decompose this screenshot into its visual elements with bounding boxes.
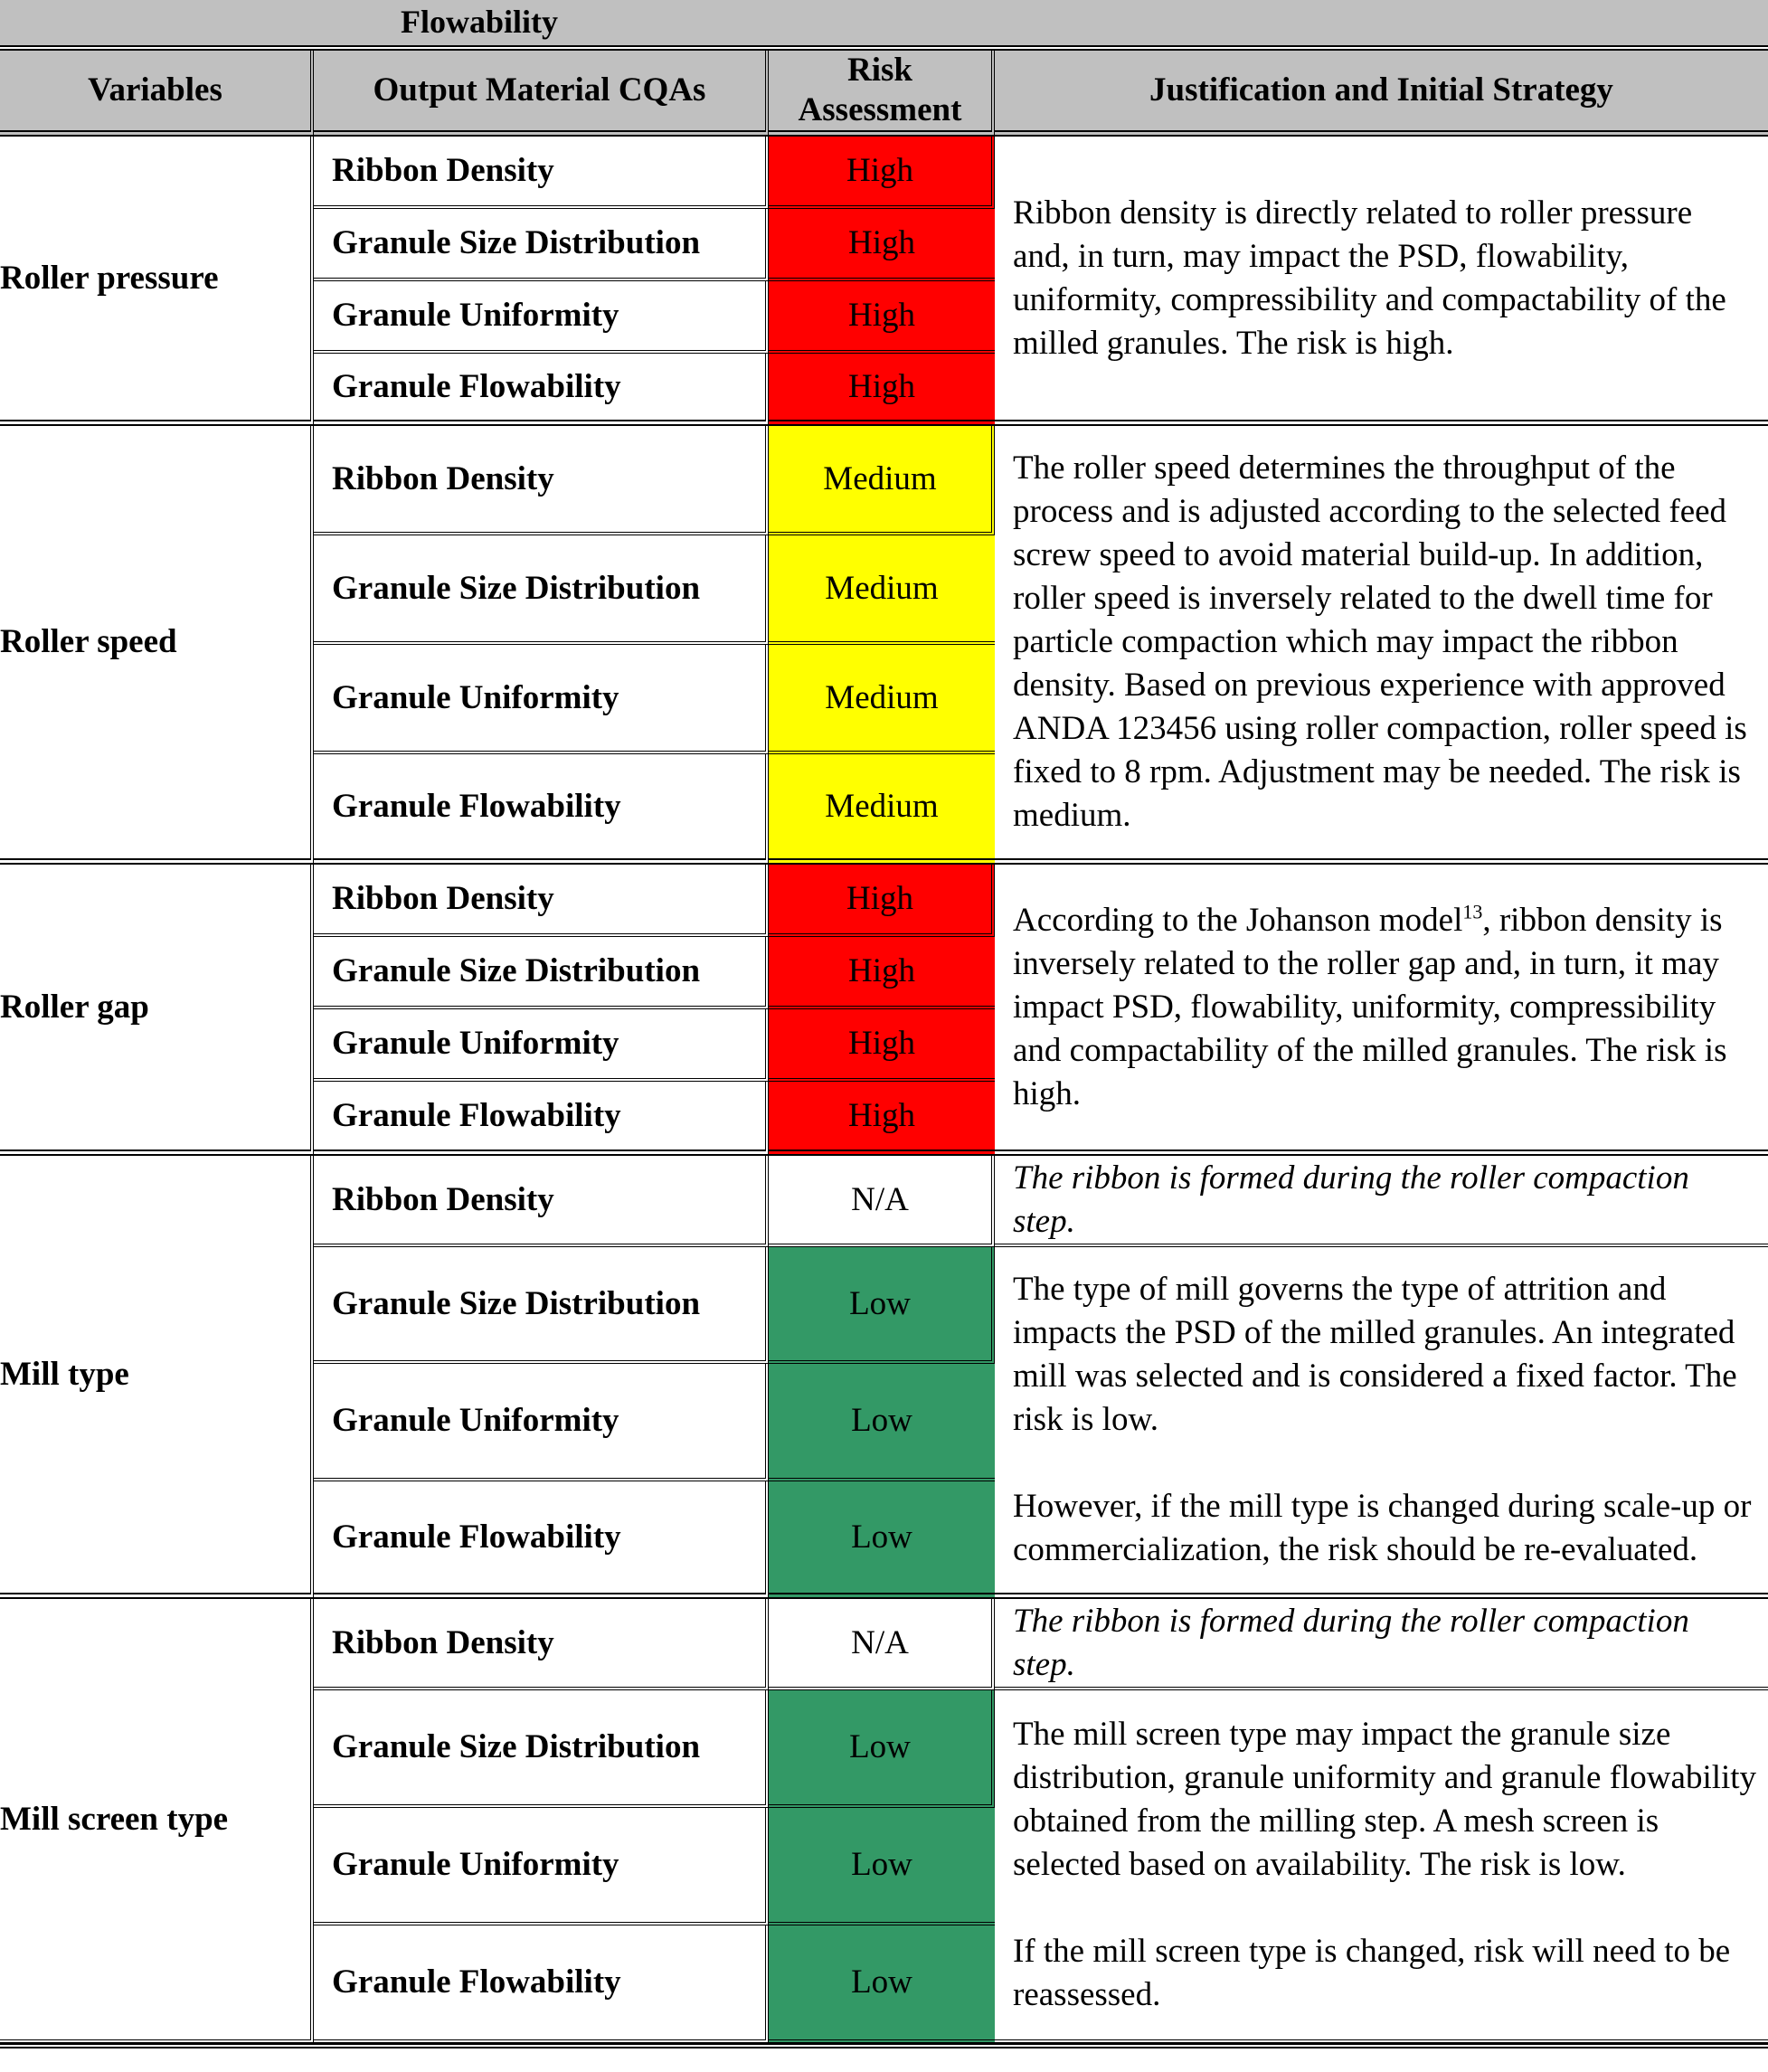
risk-cell: High	[769, 354, 995, 426]
table-row	[0, 426, 1768, 535]
justification-cell-na: The ribbon is formed during the roller compaction step.	[995, 1156, 1768, 1247]
cqa-cell: Granule Uniformity	[314, 645, 769, 754]
cqa-cell: Granule Flowability	[314, 1925, 769, 2043]
justification-paragraph-2: However, if the mill type is changed during scale-up or commercialization, the risk should be re-evaluated.	[1013, 1488, 1752, 1568]
justification-cell	[995, 865, 1768, 1156]
header-risk: Risk Assessment	[769, 51, 995, 137]
cqa-cell: Ribbon Density	[314, 1156, 769, 1247]
risk-cell: Low	[769, 1690, 995, 1808]
risk-cell: Medium	[769, 645, 995, 754]
risk-cell: Low	[769, 1247, 995, 1364]
risk-cell: High	[769, 209, 995, 281]
cqa-cell: Granule Flowability	[314, 754, 769, 865]
table-row	[0, 865, 1768, 937]
header-cqas: Output Material CQAs	[314, 51, 769, 137]
justification-cell: Ribbon density is directly related to roller pressure and, in turn, may impact the PSD, flowability, uniformity, compressibility and compactability of the milled granules. The risk is high.	[995, 137, 1768, 426]
footnote-reference: 13	[1462, 900, 1483, 923]
justification-cell-na: The ribbon is formed during the roller compaction step.	[995, 1599, 1768, 1690]
risk-cell: Medium	[769, 535, 995, 645]
cqa-cell: Granule Flowability	[314, 1082, 769, 1156]
table-row	[0, 137, 1768, 209]
justification-cell	[995, 1690, 1768, 2043]
justification-cell: The roller speed determines the throughput of the process and is adjusted according to the selected feed screw speed to avoid material build-up. In addition, roller speed is inversely related to the dwell time for particle compaction which may impact the ribbon density. Based on previous experience with approved ANDA 123456 using roller compaction, roller speed is fixed to 8 rpm. Adjustment may be needed. The risk is medium.	[995, 426, 1768, 865]
cqa-cell: Ribbon Density	[314, 1599, 769, 1690]
variable-cell: Roller gap	[0, 865, 314, 1156]
table-row	[0, 1156, 1768, 1247]
risk-cell: Low	[769, 1481, 995, 1599]
header-justification: Justification and Initial Strategy	[995, 51, 1768, 137]
cqa-cell: Granule Size Distribution	[314, 1690, 769, 1808]
cqa-cell: Granule Size Distribution	[314, 937, 769, 1009]
cqa-cell: Granule Size Distribution	[314, 1247, 769, 1364]
cqa-cell: Granule Flowability	[314, 1481, 769, 1599]
variable-cell: Roller pressure	[0, 137, 314, 426]
header-row	[0, 51, 1768, 137]
risk-cell: Low	[769, 1925, 995, 2043]
table-caption	[0, 0, 1768, 45]
cqa-cell: Ribbon Density	[314, 137, 769, 209]
cqa-cell: Granule Size Distribution	[314, 209, 769, 281]
justification-cell	[995, 1247, 1768, 1599]
justification-text-pre: According to the Johanson model	[1013, 901, 1463, 939]
risk-cell: Medium	[769, 754, 995, 865]
variable-cell: Roller speed	[0, 426, 314, 865]
cqa-cell: Granule Flowability	[314, 354, 769, 426]
cqa-cell: Ribbon Density	[314, 865, 769, 937]
risk-cell: High	[769, 865, 995, 937]
risk-cell: High	[769, 937, 995, 1009]
cqa-cell: Granule Uniformity	[314, 281, 769, 354]
caption-text: Flowability	[401, 4, 559, 40]
risk-cell: High	[769, 281, 995, 354]
risk-cell: Medium	[769, 426, 995, 535]
risk-cell: High	[769, 1009, 995, 1082]
variable-cell: Mill type	[0, 1156, 314, 1599]
risk-cell: N/A	[769, 1156, 995, 1247]
table-row	[0, 1599, 1768, 1690]
variable-cell: Mill screen type	[0, 1599, 314, 2043]
justification-paragraph-1: The mill screen type may impact the granule size distribution, granule uniformity and granule flowability obtained from the milling step. A mesh screen is selected based on availability. The risk is low.	[1013, 1716, 1757, 1883]
risk-cell: N/A	[769, 1599, 995, 1690]
header-variables: Variables	[0, 51, 314, 137]
justification-text-post: , ribbon density is inversely related to the roller gap and, in turn, it may impact PSD, flowability, uniformity, compressibility and compactability of the milled granules. The risk is high.	[1013, 901, 1727, 1112]
cqa-cell: Ribbon Density	[314, 426, 769, 535]
cqa-cell: Granule Uniformity	[314, 1364, 769, 1481]
justification-paragraph-1: The type of mill governs the type of attrition and impacts the PSD of the milled granules. An integrated mill was selected and is considered a fixed factor. The risk is low.	[1013, 1271, 1737, 1438]
risk-assessment-table	[0, 45, 1768, 2048]
risk-cell: Low	[769, 1808, 995, 1925]
cqa-cell: Granule Uniformity	[314, 1808, 769, 1925]
cqa-cell: Granule Size Distribution	[314, 535, 769, 645]
risk-cell: High	[769, 137, 995, 209]
cqa-cell: Granule Uniformity	[314, 1009, 769, 1082]
justification-paragraph-2: If the mill screen type is changed, risk will need to be reassessed.	[1013, 1933, 1731, 2013]
risk-cell: Low	[769, 1364, 995, 1481]
risk-cell: High	[769, 1082, 995, 1156]
